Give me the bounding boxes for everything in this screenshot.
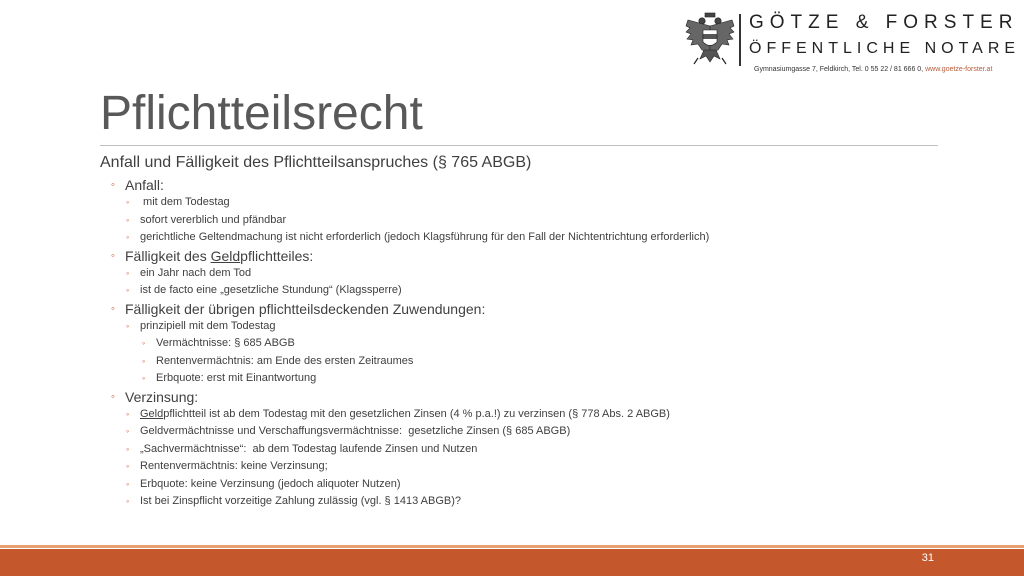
section-label: Fälligkeit des	[125, 247, 211, 264]
bullet-icon: ◦	[126, 461, 130, 471]
list-item	[100, 476, 960, 494]
section-label: pflichtteiles:	[240, 247, 314, 264]
bullet-icon: ◦	[142, 355, 146, 366]
firm-subtitle: ÖFFENTLICHE NOTARE	[749, 40, 1021, 57]
firm-logo	[684, 12, 1021, 82]
list-item	[100, 370, 960, 388]
bullet-icon: ◦	[142, 338, 146, 348]
slide-title: Pflichtteilsrecht	[100, 87, 423, 140]
item-text: Vermächtnisse: § 685 ABGB	[156, 337, 295, 349]
bullet-icon: ◦	[126, 408, 130, 419]
item-text: Erbquote: keine Verzinsung (jedoch aliquoter Nutzen)	[140, 477, 401, 490]
bullet-icon: ◦	[126, 478, 130, 489]
list-item	[100, 406, 960, 424]
austrian-eagle-crest-icon	[684, 12, 736, 66]
bullet-icon: ◦	[126, 214, 130, 225]
item-text: prinzipiell mit dem Todestag	[140, 319, 276, 332]
bullet-icon: ◦	[126, 267, 130, 278]
list-item	[100, 458, 960, 476]
item-text: sofort vererblich und pfändbar	[140, 213, 287, 226]
section-label: Fälligkeit der übrigen pflichtteilsdeckenden Zuwendungen:	[125, 300, 486, 317]
section-label: Verzinsung:	[125, 388, 199, 405]
section-label: Anfall:	[125, 177, 164, 193]
item-text: Rentenvermächtnis: keine Verzinsung;	[140, 460, 328, 472]
item-text: ein Jahr nach dem Tod	[140, 266, 252, 279]
bullet-icon: ◦	[111, 179, 115, 191]
section-label-underlined: Geld	[210, 247, 241, 264]
bullet-icon: ◦	[126, 320, 130, 331]
bullet-icon: ◦	[111, 249, 115, 262]
list-item	[100, 300, 960, 318]
list-item	[100, 493, 960, 511]
list-item	[100, 247, 960, 265]
list-item	[100, 176, 960, 194]
title-divider	[100, 145, 938, 146]
slide-content	[100, 154, 960, 511]
list-item	[100, 212, 960, 230]
bullet-icon: ◦	[126, 496, 130, 506]
bullet-icon: ◦	[111, 302, 115, 315]
item-text: pflichtteil ist ab dem Todestag mit den gesetzlichen Zinsen (4 % p.a.!) zu verzinsen (§ 778 Abs. 2 ABGB)	[163, 407, 670, 420]
item-text: Ist bei Zinspflicht vorzeitige Zahlung zulässig (vgl. § 1413 ABGB)?	[140, 495, 461, 507]
item-text-underlined: Geld	[140, 407, 164, 420]
item-text: Erbquote: erst mit Einantwortung	[156, 372, 317, 384]
bullet-icon: ◦	[126, 197, 130, 207]
list-item	[100, 318, 960, 336]
list-item	[100, 353, 960, 371]
bullet-icon: ◦	[126, 232, 130, 242]
logo-divider	[739, 14, 741, 66]
item-text: ist de facto eine „gesetzliche Stundung“ (Klagssperre)	[140, 284, 402, 296]
bullet-icon: ◦	[111, 390, 115, 403]
list-item	[100, 265, 960, 283]
item-text: Rentenvermächtnis: am Ende des ersten Zeitraumes	[156, 354, 414, 367]
item-text: mit dem Todestag	[140, 196, 230, 208]
list-item	[100, 388, 960, 406]
list-item	[100, 194, 960, 212]
bullet-icon: ◦	[126, 443, 130, 454]
page-number: 31	[921, 552, 934, 564]
address-text: Gymnasiumgasse 7, Feldkirch, Tel. 0 55 22 / 81 666 0,	[754, 66, 926, 73]
footer-bar	[0, 549, 1024, 576]
footer-accent-line	[0, 545, 1024, 548]
firm-name: GÖTZE & FORSTER	[749, 12, 1019, 33]
list-item	[100, 335, 960, 353]
bullet-icon: ◦	[126, 285, 130, 295]
item-text: „Sachvermächtnisse“: ab dem Todestag laufende Zinsen und Nutzen	[140, 442, 478, 455]
firm-address	[754, 66, 992, 73]
list-item	[100, 229, 960, 247]
bullet-icon: ◦	[142, 373, 146, 383]
list-item	[100, 441, 960, 459]
list-item	[100, 423, 960, 441]
item-text: Geldvermächtnisse und Verschaffungsvermächtnisse: gesetzliche Zinsen (§ 685 ABGB)	[140, 425, 571, 437]
bullet-list	[100, 176, 960, 511]
website-link[interactable]: www.goetze-forster.at	[925, 66, 993, 73]
content-heading: Anfall und Fälligkeit des Pflichtteilsanspruches (§ 765 ABGB)	[100, 154, 532, 171]
bullet-icon: ◦	[126, 426, 130, 436]
item-text: gerichtliche Geltendmachung ist nicht erforderlich (jedoch Klagsführung für den Fall der Nichtentrichtung erforderlich)	[140, 231, 710, 243]
list-item	[100, 282, 960, 300]
